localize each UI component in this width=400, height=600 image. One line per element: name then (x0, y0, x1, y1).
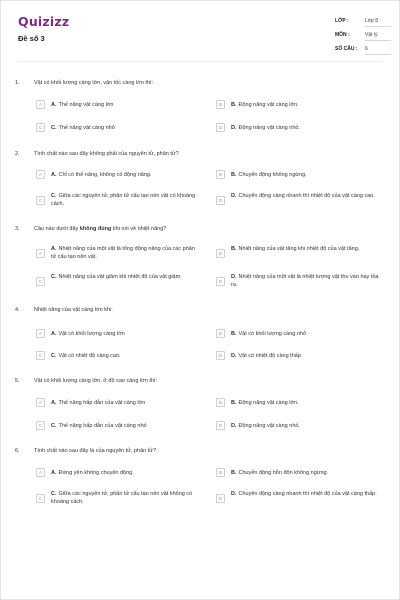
option-a[interactable]: A A. Đứng yên không chuyển động. (36, 468, 201, 477)
option-letter-box: B (216, 398, 225, 407)
option-c[interactable]: C C. Giữa các nguyên tử, phân tử cấu tạo nên vật có khoảng cách. (36, 191, 201, 208)
option-b[interactable]: B B. Chuyển động không ngừng. (216, 170, 381, 179)
option-letter-box: C (36, 196, 45, 205)
option-letter-box: C (36, 277, 45, 286)
option-d[interactable]: D D. Nhiệt năng của một vật là nhiệt lượng vật thu vào hay tỏa ra. (216, 272, 381, 289)
option-d[interactable]: D D. Vật có nhiệt độ càng thấp (216, 351, 381, 360)
option-letter-box: C (36, 123, 45, 132)
option-letter-box: C (36, 351, 45, 360)
question-number: 5. (15, 378, 20, 384)
question-number: 3. (15, 226, 20, 232)
meta-row-count (335, 46, 391, 55)
emphasis-text: không đúng (79, 226, 112, 232)
option-letter-box: B (216, 468, 225, 477)
option-c[interactable]: C C. Giữa các nguyên tử, phân tử cấu tạo nên vật không có khoảng cách. (36, 489, 201, 506)
question-number: 4. (15, 307, 20, 313)
meta-row-subject (335, 32, 391, 41)
question-text: Vật có khối lượng càng lớn, ở độ cao càng lớn thì: (34, 378, 157, 384)
option-d[interactable]: D D. Chuyển động càng nhanh thì nhiệt độ của vật càng thấp. (216, 489, 381, 503)
meta-value: Vật lý (365, 32, 391, 41)
option-b[interactable]: B B. Chuyển động hỗn độn không ngừng. (216, 468, 381, 477)
option-d[interactable]: D D. Động năng vật càng nhỏ. (216, 123, 381, 132)
option-d[interactable]: D D. Chuyển động càng nhanh thì nhiệt độ của vật càng cao. (216, 191, 381, 205)
question-number: 6. (15, 448, 20, 454)
option-a[interactable]: A A. Vật có khối lượng càng lớn (36, 329, 201, 338)
option-c[interactable]: C C. Nhiệt năng của vật giảm khi nhiệt độ của vật giảm. (36, 272, 201, 286)
meta-value: 6 (365, 46, 391, 55)
meta-label: MÔN : (335, 32, 350, 38)
option-letter-box: C (36, 421, 45, 430)
option-a[interactable]: A A. Thế năng vật càng lớn (36, 100, 201, 109)
option-letter-box: B (216, 329, 225, 338)
question-number: 1. (15, 80, 20, 86)
option-letter-box: D (216, 196, 225, 205)
option-letter-box: D (216, 277, 225, 286)
question-text: Nhiệt năng của vật càng lớn khi: (34, 307, 113, 313)
meta-value: Lớp 8 (365, 18, 391, 27)
question-text: Câu nào dưới đây không đúng khi nói về nhiệt năng? (34, 226, 167, 232)
option-letter-box: A (36, 170, 45, 179)
option-c[interactable]: C C. Thế năng vật càng nhỏ (36, 123, 201, 132)
question-text: Tính chất nào sau đây không phải của nguyên tử, phân tử? (34, 151, 179, 157)
option-letter-box: A (36, 100, 45, 109)
option-c[interactable]: C C. Vật có nhiệt độ càng cao. (36, 351, 201, 360)
option-b[interactable]: B B. Nhiệt năng của vật tăng khi nhiệt độ của vật tăng. (216, 244, 381, 258)
option-letter-box: C (36, 494, 45, 503)
option-b[interactable]: B B. Động năng vật càng lớn. (216, 398, 381, 407)
question-number: 2. (15, 151, 20, 157)
option-letter-box: B (216, 249, 225, 258)
quizizz-logo: Quizizz (18, 14, 70, 29)
option-c[interactable]: C C. Thế năng hấp dẫn của vật càng nhỏ (36, 421, 201, 430)
meta-label: LỚP : (335, 18, 349, 24)
question-text: Tính chất nào sau đây là của nguyên tử, phân tử? (34, 448, 157, 454)
option-letter-box: D (216, 421, 225, 430)
option-b[interactable]: B B. Vật có khối lượng càng nhỏ (216, 329, 381, 338)
option-b[interactable]: B B. Động năng vật càng lớn. (216, 100, 381, 109)
option-letter-box: B (216, 100, 225, 109)
option-a[interactable]: A A. Chỉ có thế năng, không có động năng. (36, 170, 201, 179)
option-letter-box: A (36, 249, 45, 258)
option-d[interactable]: D D. Động năng vật càng nhỏ. (216, 421, 381, 430)
question-text: Vật có khối lượng càng lớn, vận tốc càng lớn thì: (34, 80, 154, 86)
option-letter-box: A (36, 398, 45, 407)
option-letter-box: A (36, 468, 45, 477)
meta-label: SỐ CÂU : (335, 46, 358, 52)
option-letter-box: B (216, 170, 225, 179)
option-letter-box: A (36, 329, 45, 338)
meta-row-class (335, 18, 391, 27)
option-letter-box: D (216, 351, 225, 360)
option-letter-box: D (216, 123, 225, 132)
header-divider (18, 61, 382, 62)
page-title: Đề số 3 (18, 34, 45, 43)
option-a[interactable]: A A. Thế năng hấp dẫn của vật càng lớn (36, 398, 201, 407)
option-letter-box: D (216, 494, 225, 503)
option-a[interactable]: A A. Nhiệt năng của một vật là tổng động năng của các phân tử cấu tạo nên vật. (36, 244, 201, 261)
